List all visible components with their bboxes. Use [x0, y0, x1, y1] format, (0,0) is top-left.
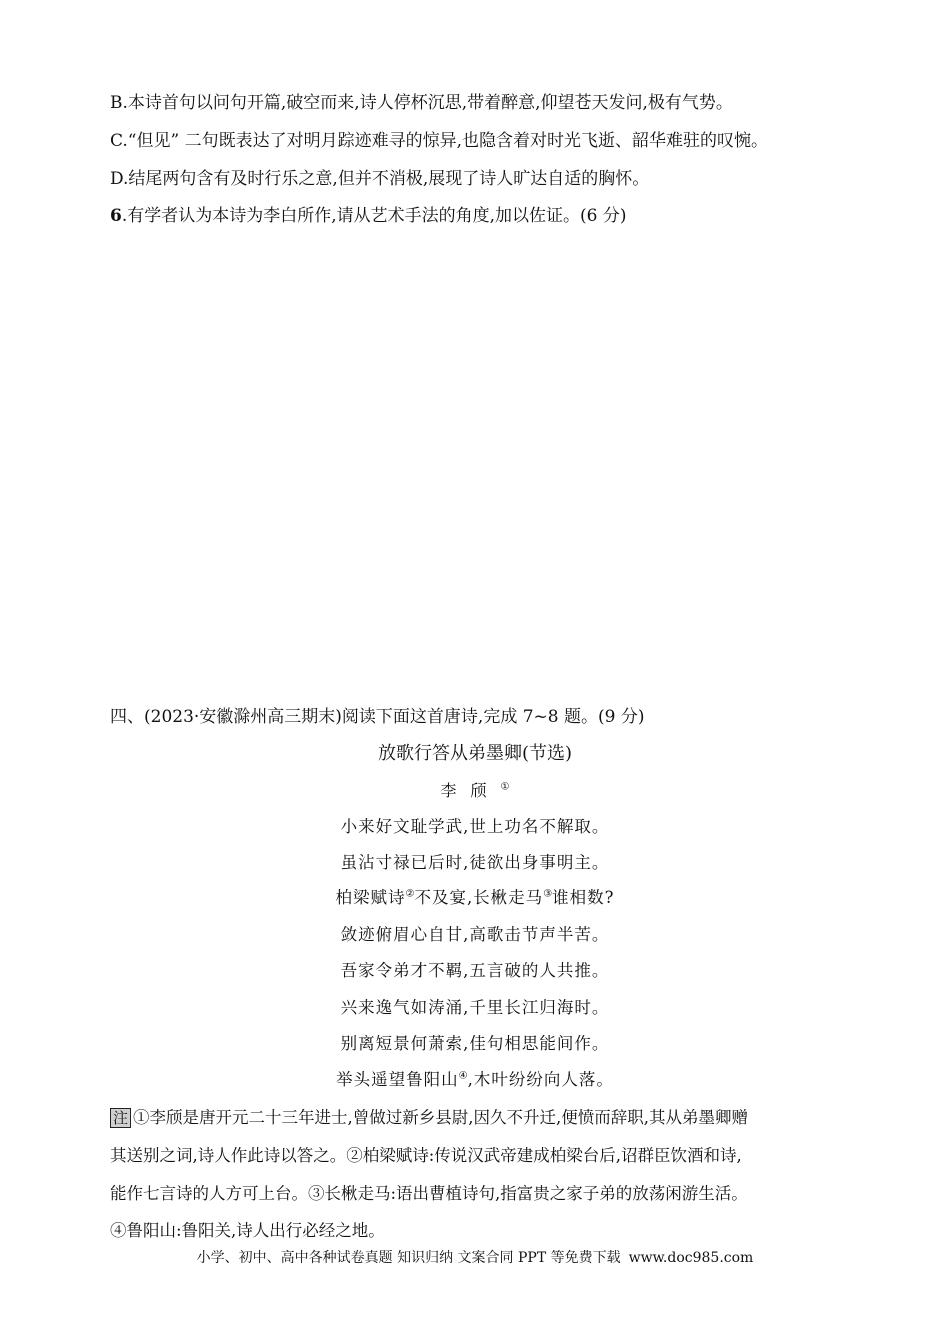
- footnote-marker-3: ③: [543, 888, 553, 900]
- poem-line-5: 吾家令弟才不羁,五言破的人共推。: [340, 961, 610, 980]
- poem-line-3: [0, 886, 950, 910]
- poem-line-8-part-b: ,木叶纷纷向人落。: [467, 1070, 614, 1089]
- note-text-1: ①李颀是唐开元二十三年进士,曾做过新乡县尉,因久不升迁,便愤而辞职,其从弟墨卿赠: [133, 1108, 748, 1127]
- poem-line-8: [0, 1068, 950, 1092]
- poem-line-2: 虽沾寸禄已后时,徒欲出身事明主。: [340, 853, 610, 872]
- footnote-marker-2: ②: [405, 888, 415, 900]
- question-6-number: 6: [110, 206, 122, 226]
- question-6-text: .有学者认为本诗为李白所作,请从艺术手法的角度,加以佐证。(6 分): [121, 206, 627, 226]
- note-line-4: ④鲁阳山:鲁阳关,诗人出行必经之地。: [110, 1221, 385, 1240]
- note-line-2: 其送别之词,诗人作此诗以答之。②柏梁赋诗:传说汉武帝建成柏梁台后,诏群臣饮酒和诗,: [110, 1146, 742, 1165]
- question-6: [110, 204, 627, 228]
- author-footnote-marker: ①: [500, 781, 510, 793]
- poem-title: 放歌行答从弟墨卿(节选): [377, 743, 573, 764]
- poem-line-3-part-c: 谁相数?: [552, 888, 615, 907]
- option-c: C.“但见” 二句既表达了对明月踪迹难寻的惊异,也隐含着对时光飞逝、韶华难驻的叹惋。: [110, 131, 768, 151]
- footnote-marker-4: ④: [458, 1070, 468, 1082]
- poem-line-7: 别离短景何萧索,佳句相思能间作。: [340, 1034, 610, 1053]
- section-4-heading: 四、(2023·安徽滁州高三期末)阅读下面这首唐诗,完成 7~8 题。(9 分): [110, 707, 645, 727]
- poem-line-8-part-a: 举头遥望鲁阳山: [336, 1070, 459, 1089]
- note-line-3: 能作七言诗的人方可上台。③长楸走马:语出曹植诗句,指富贵之家子弟的放荡闲游生活。: [110, 1184, 748, 1203]
- note-line-1: [110, 1106, 748, 1130]
- poem-line-6: 兴来逸气如涛涌,千里长江归海时。: [340, 998, 610, 1017]
- poem-line-3-part-a: 柏梁赋诗: [335, 888, 406, 907]
- note-label: 注: [110, 1108, 131, 1128]
- poem-line-4: 敛迹俯眉心自甘,高歌击节声半苦。: [340, 925, 610, 944]
- option-d: D.结尾两句含有及时行乐之意,但并不消极,展现了诗人旷达自适的胸怀。: [110, 169, 650, 189]
- poem-author: [0, 779, 950, 803]
- option-b: B.本诗首句以问句开篇,破空而来,诗人停杯沉思,带着醉意,仰望苍天发问,极有气势。: [110, 93, 733, 113]
- poem-line-3-part-b: 不及宴,长楸走马: [414, 888, 544, 907]
- footer-text: 小学、初中、高中各种试卷真题 知识归纳 文案合同 PPT 等免费下载: [196, 1250, 621, 1266]
- footer-url: www.doc985.com: [628, 1250, 754, 1266]
- page-footer: [0, 1248, 950, 1268]
- author-name: 李颀: [440, 781, 501, 800]
- poem-line-1: 小来好文耻学武,世上功名不解取。: [340, 817, 610, 836]
